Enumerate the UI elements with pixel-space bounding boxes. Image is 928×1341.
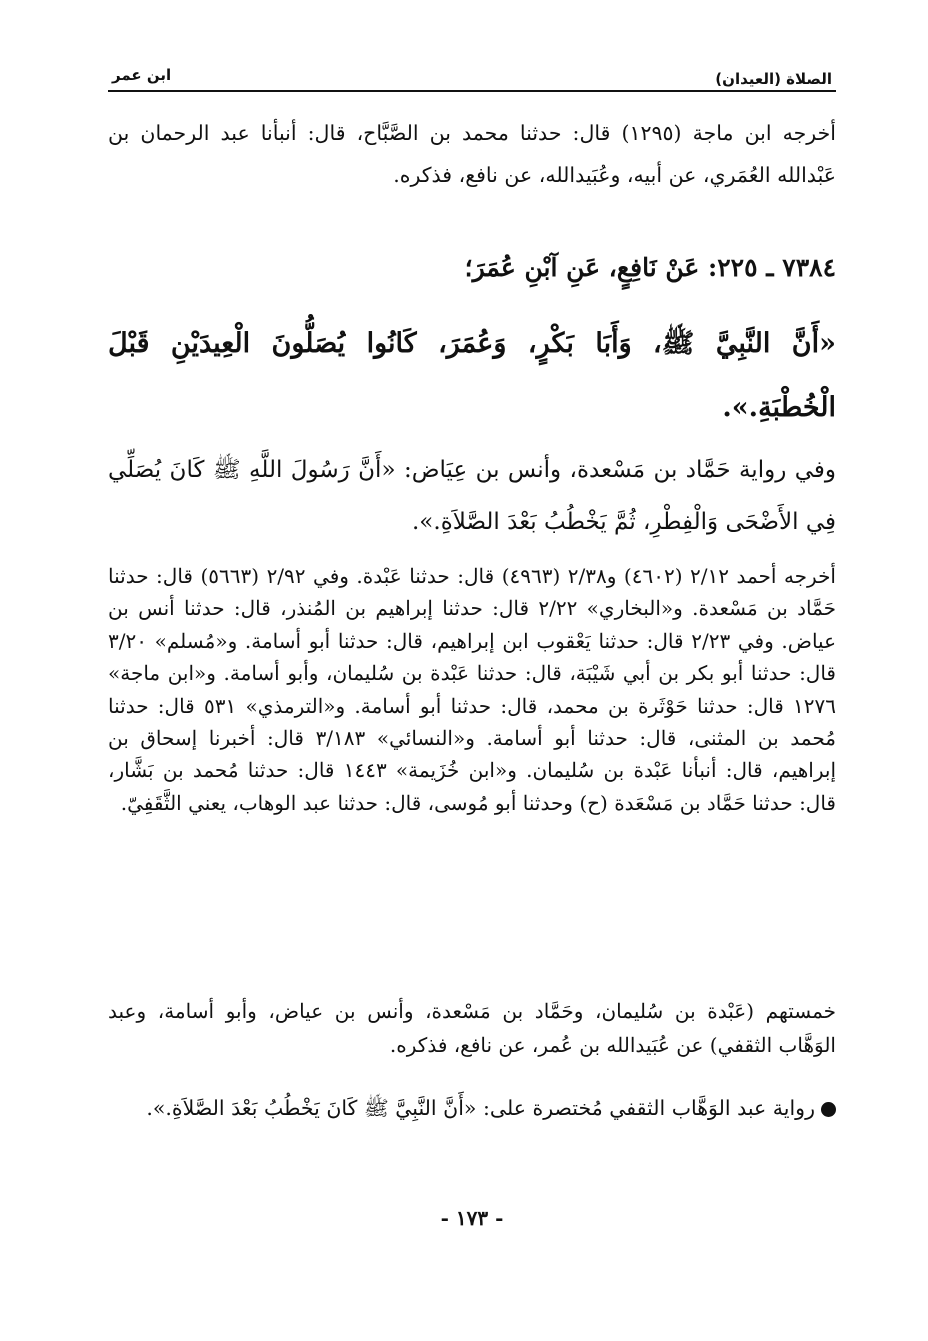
document-page	[108, 0, 836, 1341]
chain-summary: خمستهم (عَبْدة بن سُليمان، وحَمَّاد بن مَسْعدة، وأنس بن عياض، وأبو أسامة، وعبد الوَهَّاب الثقفي) عن عُبَيدالله بن عُمر، عن نافع، فذكره.	[108, 999, 836, 1057]
page-number: - ١٧٣ -	[440, 1206, 504, 1230]
hadith-heading: ٧٣٨٤ ـ ٢٢٥: عَنْ نَافِعٍ، عَنِ آبْنِ عُمَرَ؛	[464, 253, 836, 282]
note-paragraph	[108, 1088, 836, 1128]
variant-narration: وفي رواية حَمَّاد بن مَسْعدة، وأنس بن عِيَاض: «أَنَّ رَسُولَ اللَّهِ ﷺ كَانَ يُصَلِّي فِي الأَضْحَى وَالْفِطْرِ، ثُمَّ يَخْطُبُ بَعْدَ الصَّلاَةِ.».	[108, 457, 836, 535]
source-paragraph-1: أخرجه ابن ماجة (١٢٩٥) قال: حدثنا محمد بن الصَّبَّاح، قال: أنبأنا عبد الرحمان بن عَبْدالله العُمَري، عن أبيه، وعُبَيدالله، عن نافع، فذكره.	[108, 121, 836, 187]
source-paragraph-2: أخرجه أحمد ٢/١٢ (٤٦٠٢) و٢/٣٨ (٤٩٦٣) قال: حدثنا عَبْدة. وفي ٢/٩٢ (٥٦٦٣) قال: حدثنا حَمَّاد بن مَسْعدة. و«البخاري» ٢/٢٢ قال: حدثنا إبراهيم بن المُنذر، قال: حدثنا أنس بن عياض. وفي ٢/٢٣ قال: حدثنا يَعْقوب ابن إبراهيم، قال: حدثنا أبو أسامة. و«مُسلم» ٣/٢٠ قال: حدثنا أبو بكر بن أبي شَيْبَة، قال: حدثنا عَبْدة بن سُليمان، وأبو أسامة. و«ابن ماجة» ١٢٧٦ قال: حدثنا حَوْثَرة بن محمد، قال: حدثنا أبو أسامة. و«الترمذي» ٥٣١ قال: حدثنا مُحمد بن المثنى، قال: حدثنا أبو أسامة. و«النسائي» ٣/١٨٣ قال: أخبرنا إسحاق بن إبراهيم، قال: أنبأنا عَبْدة بن سُليمان. و«ابن خُزَيمة» ١٤٤٣ قال: حدثنا مُحمد بن بَشَّار، قال: حدثنا حَمَّاد بن مَسْعَدة (ح) وحدثنا أبو مُوسى، قال: حدثنا عبد الوهاب، يعني الثَّقَفِيّ.	[108, 564, 837, 815]
bullet-icon	[821, 1102, 836, 1117]
note-text: رواية عبد الوَهَّاب الثقفي مُختصرة على: «أَنَّ النَّبِيَّ ﷺ كَانَ يَخْطُبُ بَعْدَ الصَّلاَةِ.».	[146, 1096, 815, 1120]
hadith-text: «أَنَّ النَّبِيَّ ﷺ، وَأَبَا بَكْرٍ، وَعُمَرَ، كَانُوا يُصَلُّونَ الْعِيدَيْنِ قَبْلَ الْخُطْبَةِ.».	[108, 328, 836, 423]
running-header	[108, 66, 836, 92]
header-rule	[108, 90, 836, 92]
chapter-title: الصلاة (العيدان)	[715, 70, 832, 88]
narrator-name: ابن عمر	[112, 66, 172, 84]
